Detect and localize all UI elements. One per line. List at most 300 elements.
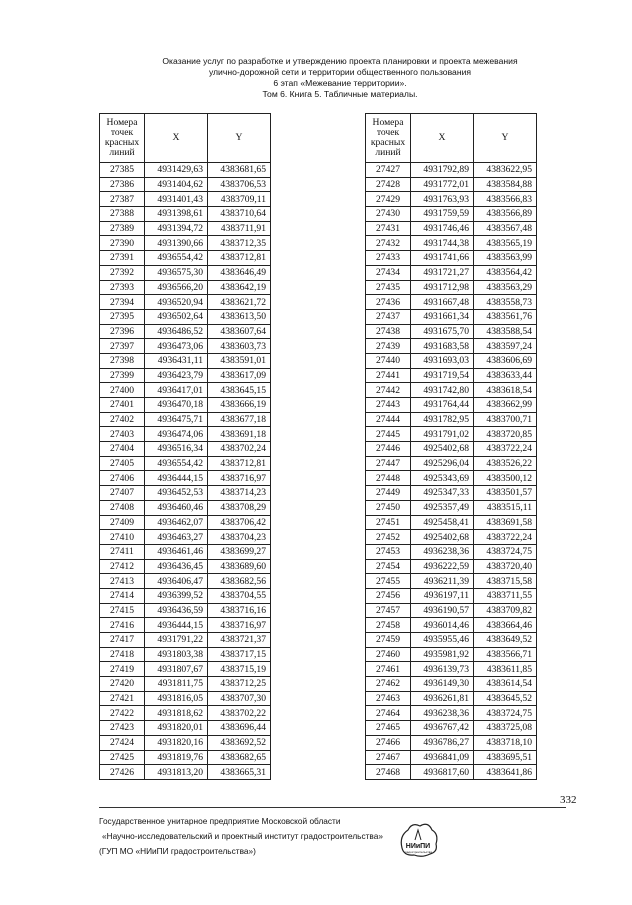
x-coordinate-cell: 4936475,71 bbox=[145, 412, 208, 427]
header-line-1: Оказание услуг по разработке и утверждению проекта планировки и проекта межевания bbox=[162, 56, 518, 66]
point-number-cell: 27432 bbox=[366, 236, 411, 251]
footer-line-2: «Научно-исследовательский и проектный институт градостроительства» bbox=[102, 831, 383, 841]
point-number-cell: 27447 bbox=[366, 456, 411, 471]
table-row bbox=[100, 721, 271, 736]
point-number-cell: 27385 bbox=[100, 163, 145, 178]
y-coordinate-cell: 4383646,49 bbox=[208, 265, 271, 280]
header-line-3: 6 этап «Межевание территории». bbox=[273, 78, 407, 88]
point-number-cell: 27416 bbox=[100, 618, 145, 633]
x-coordinate-cell: 4931667,48 bbox=[411, 295, 474, 310]
point-number-cell: 27402 bbox=[100, 412, 145, 427]
table-row bbox=[366, 574, 537, 589]
table-row bbox=[100, 574, 271, 589]
table-row bbox=[366, 603, 537, 618]
y-coordinate-cell: 4383707,30 bbox=[208, 691, 271, 706]
point-number-cell: 27463 bbox=[366, 691, 411, 706]
header-line-4: Том 6. Книга 5. Табличные материалы. bbox=[262, 89, 418, 99]
y-coordinate-cell: 4383691,18 bbox=[208, 427, 271, 442]
table-row bbox=[100, 236, 271, 251]
y-coordinate-cell: 4383618,54 bbox=[474, 383, 537, 398]
table-body-right bbox=[366, 163, 537, 780]
point-number-cell: 27446 bbox=[366, 442, 411, 457]
point-number-cell: 27409 bbox=[100, 515, 145, 530]
table-row bbox=[366, 309, 537, 324]
point-number-cell: 27424 bbox=[100, 735, 145, 750]
x-coordinate-cell: 4931719,54 bbox=[411, 368, 474, 383]
point-number-cell: 27395 bbox=[100, 309, 145, 324]
table-row bbox=[366, 398, 537, 413]
table-row bbox=[100, 515, 271, 530]
x-coordinate-cell: 4936406,47 bbox=[145, 574, 208, 589]
point-number-cell: 27460 bbox=[366, 647, 411, 662]
table-row bbox=[100, 588, 271, 603]
table-header-row bbox=[366, 114, 537, 163]
point-number-cell: 27433 bbox=[366, 251, 411, 266]
x-coordinate-cell: 4936139,73 bbox=[411, 662, 474, 677]
table-row bbox=[100, 353, 271, 368]
point-number-cell: 27442 bbox=[366, 383, 411, 398]
table-row bbox=[100, 383, 271, 398]
y-coordinate-cell: 4383714,23 bbox=[208, 486, 271, 501]
x-coordinate-cell: 4936222,59 bbox=[411, 559, 474, 574]
x-coordinate-cell: 4936014,46 bbox=[411, 618, 474, 633]
point-number-cell: 27444 bbox=[366, 412, 411, 427]
y-coordinate-cell: 4383706,53 bbox=[208, 177, 271, 192]
point-number-cell: 27439 bbox=[366, 339, 411, 354]
x-coordinate-cell: 4936190,57 bbox=[411, 603, 474, 618]
x-coordinate-cell: 4931818,62 bbox=[145, 706, 208, 721]
x-coordinate-cell: 4925357,49 bbox=[411, 500, 474, 515]
x-coordinate-cell: 4931693,03 bbox=[411, 353, 474, 368]
x-coordinate-cell: 4925343,69 bbox=[411, 471, 474, 486]
table-row bbox=[366, 177, 537, 192]
y-coordinate-cell: 4383588,54 bbox=[474, 324, 537, 339]
point-number-cell: 27449 bbox=[366, 486, 411, 501]
x-coordinate-cell: 4931661,34 bbox=[411, 309, 474, 324]
x-coordinate-cell: 4936460,46 bbox=[145, 500, 208, 515]
x-coordinate-cell: 4935981,92 bbox=[411, 647, 474, 662]
y-coordinate-cell: 4383649,52 bbox=[474, 633, 537, 648]
x-coordinate-cell: 4936238,36 bbox=[411, 706, 474, 721]
y-coordinate-cell: 4383699,27 bbox=[208, 544, 271, 559]
x-coordinate-cell: 4931791,02 bbox=[411, 427, 474, 442]
point-number-cell: 27420 bbox=[100, 677, 145, 692]
table-row bbox=[366, 295, 537, 310]
y-coordinate-cell: 4383720,40 bbox=[474, 559, 537, 574]
y-coordinate-cell: 4383706,42 bbox=[208, 515, 271, 530]
y-coordinate-cell: 4383716,16 bbox=[208, 603, 271, 618]
x-coordinate-cell: 4936767,42 bbox=[411, 721, 474, 736]
point-number-cell: 27445 bbox=[366, 427, 411, 442]
x-coordinate-cell: 4931390,66 bbox=[145, 236, 208, 251]
x-coordinate-cell: 4936554,42 bbox=[145, 456, 208, 471]
x-coordinate-cell: 4936470,18 bbox=[145, 398, 208, 413]
x-coordinate-cell: 4936817,60 bbox=[411, 765, 474, 780]
x-coordinate-cell: 4931764,44 bbox=[411, 398, 474, 413]
point-number-cell: 27390 bbox=[100, 236, 145, 251]
logo-text: НИиПИ bbox=[405, 843, 431, 850]
y-coordinate-cell: 4383682,56 bbox=[208, 574, 271, 589]
y-coordinate-cell: 4383564,42 bbox=[474, 265, 537, 280]
table-row bbox=[366, 368, 537, 383]
x-coordinate-cell: 4936436,45 bbox=[145, 559, 208, 574]
point-number-cell: 27462 bbox=[366, 677, 411, 692]
y-coordinate-cell: 4383591,01 bbox=[208, 353, 271, 368]
y-coordinate-cell: 4383617,09 bbox=[208, 368, 271, 383]
table-row bbox=[100, 427, 271, 442]
point-number-cell: 27410 bbox=[100, 530, 145, 545]
y-coordinate-cell: 4383709,82 bbox=[474, 603, 537, 618]
y-coordinate-cell: 4383716,97 bbox=[208, 618, 271, 633]
point-number-cell: 27427 bbox=[366, 163, 411, 178]
table-row bbox=[100, 735, 271, 750]
table-row bbox=[100, 192, 271, 207]
x-coordinate-cell: 4936452,53 bbox=[145, 486, 208, 501]
table-row bbox=[366, 207, 537, 222]
point-number-cell: 27393 bbox=[100, 280, 145, 295]
y-coordinate-cell: 4383718,10 bbox=[474, 735, 537, 750]
x-coordinate-cell: 4936462,07 bbox=[145, 515, 208, 530]
point-number-cell: 27403 bbox=[100, 427, 145, 442]
coordinates-table-right bbox=[365, 113, 537, 780]
point-number-cell: 27401 bbox=[100, 398, 145, 413]
x-coordinate-cell: 4936444,15 bbox=[145, 618, 208, 633]
y-coordinate-cell: 4383563,29 bbox=[474, 280, 537, 295]
y-coordinate-cell: 4383607,64 bbox=[208, 324, 271, 339]
table-row bbox=[100, 633, 271, 648]
column-header-number: Номера точек красных линий bbox=[366, 114, 411, 163]
y-coordinate-cell: 4383704,55 bbox=[208, 588, 271, 603]
y-coordinate-cell: 4383715,58 bbox=[474, 574, 537, 589]
point-number-cell: 27430 bbox=[366, 207, 411, 222]
point-number-cell: 27434 bbox=[366, 265, 411, 280]
point-number-cell: 27397 bbox=[100, 339, 145, 354]
x-coordinate-cell: 4931712,98 bbox=[411, 280, 474, 295]
x-coordinate-cell: 4936786,27 bbox=[411, 735, 474, 750]
x-coordinate-cell: 4936461,46 bbox=[145, 544, 208, 559]
x-coordinate-cell: 4936473,06 bbox=[145, 339, 208, 354]
y-coordinate-cell: 4383500,12 bbox=[474, 471, 537, 486]
table-row bbox=[100, 471, 271, 486]
y-coordinate-cell: 4383621,72 bbox=[208, 295, 271, 310]
point-number-cell: 27413 bbox=[100, 574, 145, 589]
point-number-cell: 27399 bbox=[100, 368, 145, 383]
y-coordinate-cell: 4383712,35 bbox=[208, 236, 271, 251]
y-coordinate-cell: 4383704,23 bbox=[208, 530, 271, 545]
logo-subtext: градостроительства bbox=[403, 850, 433, 854]
point-number-cell: 27431 bbox=[366, 221, 411, 236]
table-row bbox=[366, 383, 537, 398]
table-row bbox=[366, 735, 537, 750]
column-header-x: X bbox=[145, 114, 208, 163]
coordinates-table-left bbox=[99, 113, 271, 780]
point-number-cell: 27461 bbox=[366, 662, 411, 677]
point-number-cell: 27457 bbox=[366, 603, 411, 618]
table-row bbox=[366, 412, 537, 427]
document-header bbox=[140, 56, 540, 100]
point-number-cell: 27408 bbox=[100, 500, 145, 515]
y-coordinate-cell: 4383565,19 bbox=[474, 236, 537, 251]
point-number-cell: 27454 bbox=[366, 559, 411, 574]
x-coordinate-cell: 4936436,59 bbox=[145, 603, 208, 618]
point-number-cell: 27418 bbox=[100, 647, 145, 662]
table-row bbox=[366, 559, 537, 574]
x-coordinate-cell: 4936211,39 bbox=[411, 574, 474, 589]
y-coordinate-cell: 4383691,58 bbox=[474, 515, 537, 530]
point-number-cell: 27428 bbox=[366, 177, 411, 192]
table-row bbox=[100, 677, 271, 692]
y-coordinate-cell: 4383682,65 bbox=[208, 750, 271, 765]
x-coordinate-cell: 4931816,05 bbox=[145, 691, 208, 706]
x-coordinate-cell: 4925296,04 bbox=[411, 456, 474, 471]
y-coordinate-cell: 4383501,57 bbox=[474, 486, 537, 501]
point-number-cell: 27453 bbox=[366, 544, 411, 559]
point-number-cell: 27389 bbox=[100, 221, 145, 236]
x-coordinate-cell: 4931394,72 bbox=[145, 221, 208, 236]
point-number-cell: 27407 bbox=[100, 486, 145, 501]
table-row bbox=[366, 633, 537, 648]
x-coordinate-cell: 4936554,42 bbox=[145, 251, 208, 266]
y-coordinate-cell: 4383584,88 bbox=[474, 177, 537, 192]
x-coordinate-cell: 4931792,89 bbox=[411, 163, 474, 178]
point-number-cell: 27396 bbox=[100, 324, 145, 339]
table-row bbox=[100, 618, 271, 633]
table-row bbox=[100, 309, 271, 324]
y-coordinate-cell: 4383695,51 bbox=[474, 750, 537, 765]
point-number-cell: 27452 bbox=[366, 530, 411, 545]
y-coordinate-cell: 4383665,31 bbox=[208, 765, 271, 780]
table-body-left bbox=[100, 163, 271, 780]
table-row bbox=[366, 339, 537, 354]
x-coordinate-cell: 4931813,20 bbox=[145, 765, 208, 780]
y-coordinate-cell: 4383526,22 bbox=[474, 456, 537, 471]
y-coordinate-cell: 4383696,44 bbox=[208, 721, 271, 736]
point-number-cell: 27417 bbox=[100, 633, 145, 648]
table-row bbox=[100, 456, 271, 471]
point-number-cell: 27426 bbox=[100, 765, 145, 780]
y-coordinate-cell: 4383566,89 bbox=[474, 207, 537, 222]
table-row bbox=[100, 530, 271, 545]
table-row bbox=[100, 691, 271, 706]
table-row bbox=[100, 544, 271, 559]
table-row bbox=[366, 721, 537, 736]
x-coordinate-cell: 4931803,38 bbox=[145, 647, 208, 662]
page-divider bbox=[99, 807, 566, 808]
point-number-cell: 27387 bbox=[100, 192, 145, 207]
table-row bbox=[100, 559, 271, 574]
point-number-cell: 27464 bbox=[366, 706, 411, 721]
y-coordinate-cell: 4383645,15 bbox=[208, 383, 271, 398]
point-number-cell: 27425 bbox=[100, 750, 145, 765]
point-number-cell: 27394 bbox=[100, 295, 145, 310]
table-row bbox=[366, 251, 537, 266]
x-coordinate-cell: 4931811,75 bbox=[145, 677, 208, 692]
y-coordinate-cell: 4383702,24 bbox=[208, 442, 271, 457]
y-coordinate-cell: 4383666,19 bbox=[208, 398, 271, 413]
point-number-cell: 27443 bbox=[366, 398, 411, 413]
table-row bbox=[100, 706, 271, 721]
y-coordinate-cell: 4383716,97 bbox=[208, 471, 271, 486]
point-number-cell: 27466 bbox=[366, 735, 411, 750]
table-row bbox=[366, 618, 537, 633]
x-coordinate-cell: 4931398,61 bbox=[145, 207, 208, 222]
y-coordinate-cell: 4383715,19 bbox=[208, 662, 271, 677]
x-coordinate-cell: 4936431,11 bbox=[145, 353, 208, 368]
table-row bbox=[366, 471, 537, 486]
x-coordinate-cell: 4936261,81 bbox=[411, 691, 474, 706]
column-header-x: X bbox=[411, 114, 474, 163]
point-number-cell: 27458 bbox=[366, 618, 411, 633]
table-row bbox=[366, 530, 537, 545]
point-number-cell: 27456 bbox=[366, 588, 411, 603]
point-number-cell: 27459 bbox=[366, 633, 411, 648]
institute-logo-icon bbox=[396, 818, 440, 860]
x-coordinate-cell: 4931819,76 bbox=[145, 750, 208, 765]
point-number-cell: 27436 bbox=[366, 295, 411, 310]
table-row bbox=[366, 456, 537, 471]
table-row bbox=[366, 221, 537, 236]
point-number-cell: 27465 bbox=[366, 721, 411, 736]
y-coordinate-cell: 4383561,76 bbox=[474, 309, 537, 324]
x-coordinate-cell: 4935955,46 bbox=[411, 633, 474, 648]
table-row bbox=[366, 677, 537, 692]
table-row bbox=[100, 295, 271, 310]
y-coordinate-cell: 4383641,86 bbox=[474, 765, 537, 780]
table-row bbox=[366, 515, 537, 530]
table-row bbox=[100, 662, 271, 677]
table-row bbox=[366, 544, 537, 559]
point-number-cell: 27411 bbox=[100, 544, 145, 559]
point-number-cell: 27438 bbox=[366, 324, 411, 339]
y-coordinate-cell: 4383681,65 bbox=[208, 163, 271, 178]
table-row bbox=[100, 221, 271, 236]
header-line-2: улично-дорожной сети и территории общественного пользования bbox=[208, 67, 472, 77]
y-coordinate-cell: 4383613,50 bbox=[208, 309, 271, 324]
table-row bbox=[366, 486, 537, 501]
x-coordinate-cell: 4936486,52 bbox=[145, 324, 208, 339]
table-row bbox=[366, 691, 537, 706]
y-coordinate-cell: 4383717,15 bbox=[208, 647, 271, 662]
y-coordinate-cell: 4383515,11 bbox=[474, 500, 537, 515]
x-coordinate-cell: 4925347,33 bbox=[411, 486, 474, 501]
x-coordinate-cell: 4931746,46 bbox=[411, 221, 474, 236]
table-row bbox=[100, 207, 271, 222]
table-row bbox=[366, 353, 537, 368]
table-row bbox=[366, 750, 537, 765]
y-coordinate-cell: 4383720,85 bbox=[474, 427, 537, 442]
y-coordinate-cell: 4383611,85 bbox=[474, 662, 537, 677]
point-number-cell: 27388 bbox=[100, 207, 145, 222]
y-coordinate-cell: 4383664,46 bbox=[474, 618, 537, 633]
y-coordinate-cell: 4383603,73 bbox=[208, 339, 271, 354]
point-number-cell: 27437 bbox=[366, 309, 411, 324]
x-coordinate-cell: 4936841,09 bbox=[411, 750, 474, 765]
x-coordinate-cell: 4936463,27 bbox=[145, 530, 208, 545]
point-number-cell: 27412 bbox=[100, 559, 145, 574]
y-coordinate-cell: 4383708,29 bbox=[208, 500, 271, 515]
point-number-cell: 27405 bbox=[100, 456, 145, 471]
point-number-cell: 27386 bbox=[100, 177, 145, 192]
y-coordinate-cell: 4383722,24 bbox=[474, 530, 537, 545]
table-row bbox=[100, 324, 271, 339]
x-coordinate-cell: 4936502,64 bbox=[145, 309, 208, 324]
x-coordinate-cell: 4931820,16 bbox=[145, 735, 208, 750]
x-coordinate-cell: 4931429,63 bbox=[145, 163, 208, 178]
x-coordinate-cell: 4936423,79 bbox=[145, 368, 208, 383]
point-number-cell: 27455 bbox=[366, 574, 411, 589]
y-coordinate-cell: 4383712,81 bbox=[208, 251, 271, 266]
point-number-cell: 27467 bbox=[366, 750, 411, 765]
x-coordinate-cell: 4931401,43 bbox=[145, 192, 208, 207]
table-row bbox=[100, 442, 271, 457]
point-number-cell: 27441 bbox=[366, 368, 411, 383]
table-row bbox=[100, 339, 271, 354]
column-header-y: Y bbox=[208, 114, 271, 163]
table-row bbox=[366, 442, 537, 457]
x-coordinate-cell: 4925402,68 bbox=[411, 442, 474, 457]
table-row bbox=[366, 500, 537, 515]
y-coordinate-cell: 4383614,54 bbox=[474, 677, 537, 692]
y-coordinate-cell: 4383606,69 bbox=[474, 353, 537, 368]
x-coordinate-cell: 4936444,15 bbox=[145, 471, 208, 486]
point-number-cell: 27415 bbox=[100, 603, 145, 618]
y-coordinate-cell: 4383642,19 bbox=[208, 280, 271, 295]
y-coordinate-cell: 4383677,18 bbox=[208, 412, 271, 427]
table-row bbox=[366, 324, 537, 339]
table-row bbox=[100, 280, 271, 295]
table-row bbox=[100, 486, 271, 501]
point-number-cell: 27451 bbox=[366, 515, 411, 530]
x-coordinate-cell: 4936149,30 bbox=[411, 677, 474, 692]
y-coordinate-cell: 4383566,83 bbox=[474, 192, 537, 207]
y-coordinate-cell: 4383709,11 bbox=[208, 192, 271, 207]
point-number-cell: 27398 bbox=[100, 353, 145, 368]
y-coordinate-cell: 4383563,99 bbox=[474, 251, 537, 266]
footer bbox=[99, 814, 383, 859]
point-number-cell: 27450 bbox=[366, 500, 411, 515]
table-row bbox=[100, 368, 271, 383]
x-coordinate-cell: 4931742,80 bbox=[411, 383, 474, 398]
table-row bbox=[100, 750, 271, 765]
x-coordinate-cell: 4936575,30 bbox=[145, 265, 208, 280]
column-header-y: Y bbox=[474, 114, 537, 163]
table-header-row bbox=[100, 114, 271, 163]
x-coordinate-cell: 4936238,36 bbox=[411, 544, 474, 559]
x-coordinate-cell: 4931782,95 bbox=[411, 412, 474, 427]
column-header-number: Номера точек красных линий bbox=[100, 114, 145, 163]
table-row bbox=[366, 280, 537, 295]
x-coordinate-cell: 4931763,93 bbox=[411, 192, 474, 207]
x-coordinate-cell: 4936399,52 bbox=[145, 588, 208, 603]
x-coordinate-cell: 4936516,34 bbox=[145, 442, 208, 457]
point-number-cell: 27392 bbox=[100, 265, 145, 280]
y-coordinate-cell: 4383689,60 bbox=[208, 559, 271, 574]
point-number-cell: 27421 bbox=[100, 691, 145, 706]
table-row bbox=[100, 251, 271, 266]
y-coordinate-cell: 4383721,37 bbox=[208, 633, 271, 648]
x-coordinate-cell: 4931404,62 bbox=[145, 177, 208, 192]
point-number-cell: 27391 bbox=[100, 251, 145, 266]
table-row bbox=[100, 265, 271, 280]
table-row bbox=[366, 427, 537, 442]
y-coordinate-cell: 4383622,95 bbox=[474, 163, 537, 178]
point-number-cell: 27422 bbox=[100, 706, 145, 721]
table-row bbox=[366, 236, 537, 251]
y-coordinate-cell: 4383567,48 bbox=[474, 221, 537, 236]
y-coordinate-cell: 4383712,25 bbox=[208, 677, 271, 692]
y-coordinate-cell: 4383724,75 bbox=[474, 544, 537, 559]
y-coordinate-cell: 4383597,24 bbox=[474, 339, 537, 354]
